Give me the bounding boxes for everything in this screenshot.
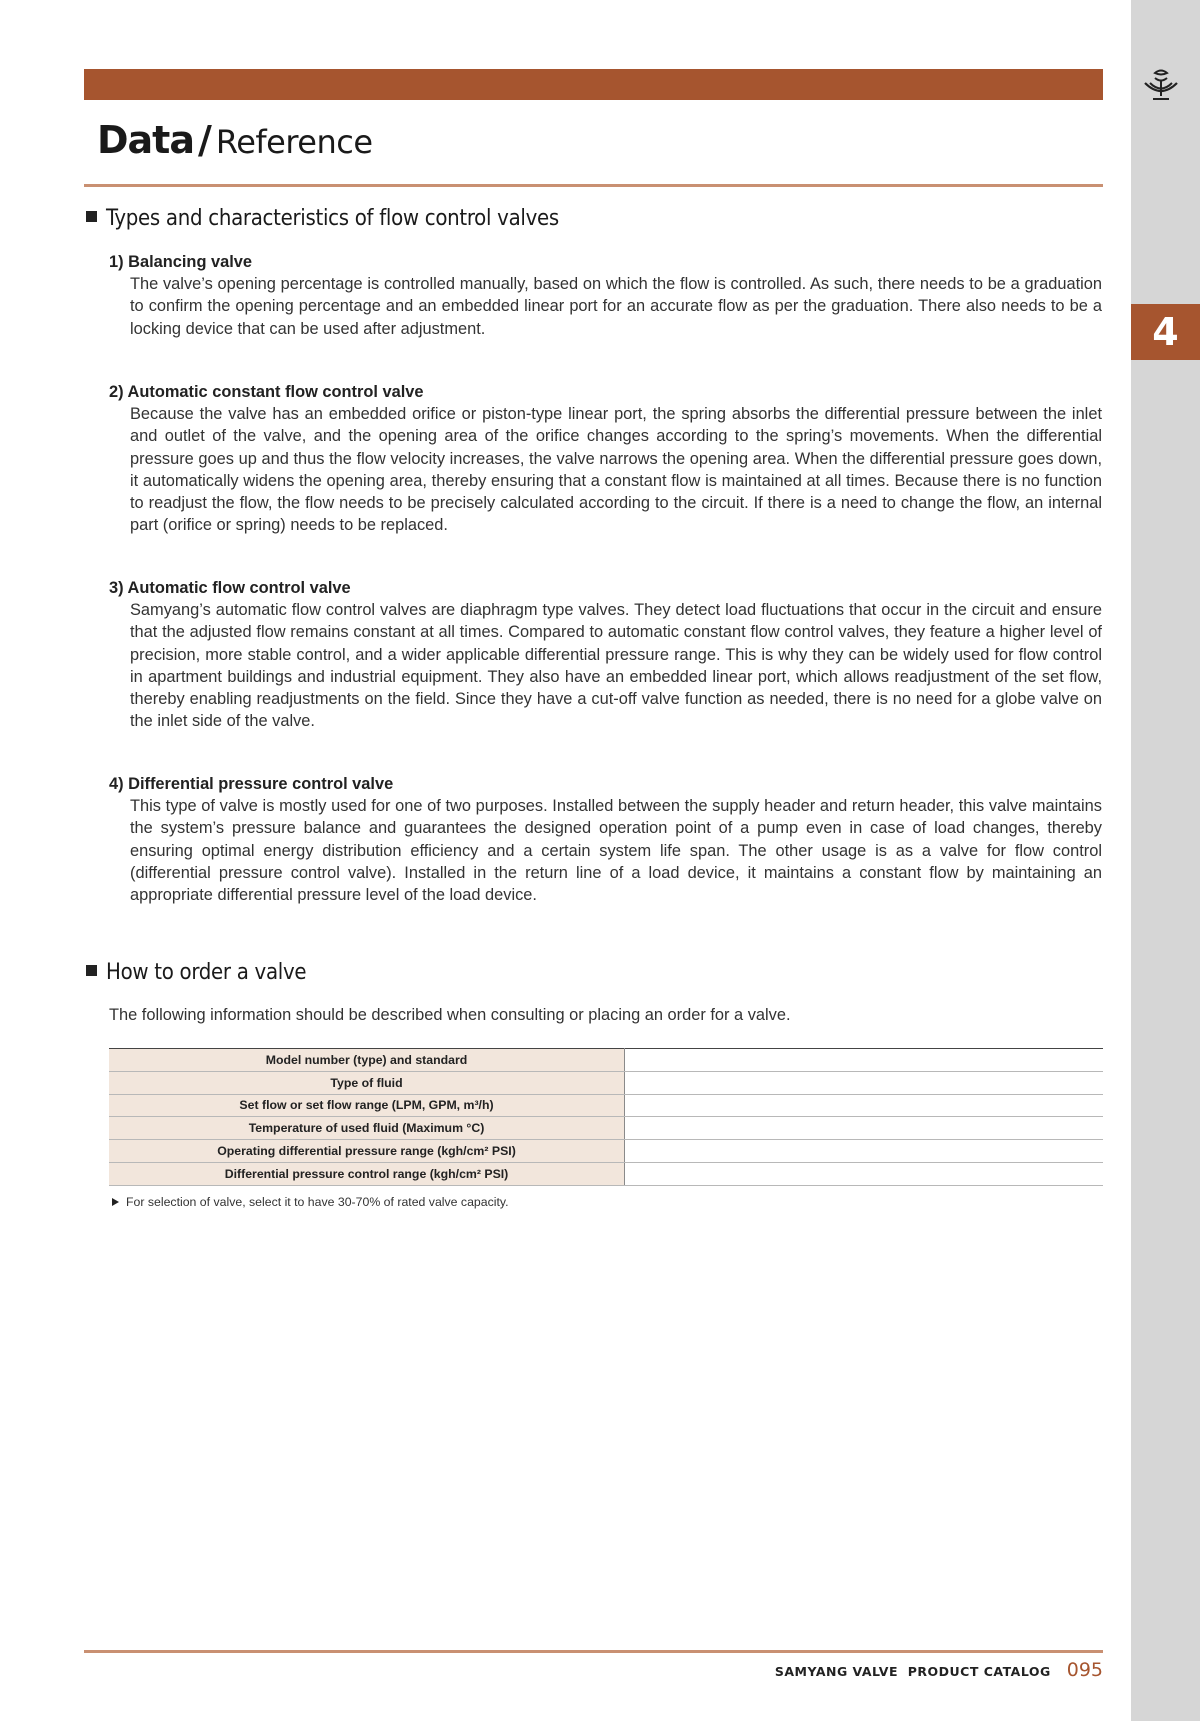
table-row <box>109 1049 1103 1072</box>
section-heading-types <box>86 206 559 231</box>
title-sub: Reference <box>215 123 373 161</box>
table-row-value[interactable] <box>625 1117 1104 1140</box>
page-number: 095 <box>1066 1659 1103 1681</box>
table-row-label: Model number (type) and standard <box>109 1049 625 1072</box>
selection-note <box>112 1195 509 1209</box>
table-row-label: Operating differential pressure range (kgh/cm² PSI) <box>109 1140 625 1163</box>
item-text: Because the valve has an embedded orifice or piston-type linear port, the spring absorbs the differential pressure between the inlet and outlet of the valve, and the opening area of the orifice changes according to the spring’s movements. When the differential pressure goes up and thus the flow velocity increases, the valve narrows the opening area. When the differential pressure goes down, it automatically widens the opening area, thereby ensuring that a constant flow is maintained at all times. Because there is no function to readjust the flow, the flow needs to be precisely calculated according to the circuit. If there is a need to change the flow, an internal part (orifice or spring) needs to be replaced. <box>130 405 1102 535</box>
table-row-value[interactable] <box>625 1071 1104 1094</box>
section-heading-order <box>86 960 306 985</box>
table-row <box>109 1140 1103 1163</box>
table-row-value[interactable] <box>625 1140 1104 1163</box>
item-title: 4) Differential pressure control valve <box>109 775 394 793</box>
item-title: 1) Balancing valve <box>109 253 253 271</box>
table-row-label: Type of fluid <box>109 1071 625 1094</box>
table-row-label: Set flow or set flow range (LPM, GPM, m³/h) <box>109 1094 625 1117</box>
square-bullet-icon <box>86 965 97 976</box>
square-bullet-icon <box>86 211 97 222</box>
list-item <box>109 251 1102 340</box>
table-row <box>109 1117 1103 1140</box>
section-heading-text: How to order a valve <box>106 960 307 985</box>
side-strip <box>1131 0 1200 1721</box>
list-item <box>109 381 1102 536</box>
order-info-table <box>109 1048 1103 1186</box>
table-row-value[interactable] <box>625 1049 1104 1072</box>
title-separator: / <box>198 118 212 162</box>
table-row-value[interactable] <box>625 1094 1104 1117</box>
title-main: Data <box>97 118 194 162</box>
table-row <box>109 1094 1103 1117</box>
triangle-bullet-icon <box>112 1198 119 1206</box>
item-text: Samyang’s automatic flow control valves are diaphragm type valves. They detect load fluctuations that occur in the circuit and ensure that the adjusted flow remains constant at all times. Compared to automatic constant flow control valves, they feature a higher level of precision, more stable control, and a wider applicable differential pressure range. This is why they can be widely used for flow control in apartment buildings and industrial equipment. They also have an embedded linear port, which allows readjustment of the set flow, thereby enabling readjustments on the field. Since they have a cut-off valve function as needed, there is no need for a globe valve on the inlet side of the valve. <box>130 601 1102 731</box>
table-row-value[interactable] <box>625 1162 1104 1185</box>
catalog-name: SAMYANG VALVE PRODUCT CATALOG <box>774 1664 1051 1679</box>
note-text: For selection of valve, select it to have 30-70% of rated valve capacity. <box>126 1195 509 1209</box>
footer-divider <box>84 1650 1103 1653</box>
item-text: The valve’s opening percentage is controlled manually, based on which the flow is controlled. As such, there needs to be a graduation to confirm the opening percentage and an embedded linear port for an accurate flow as per the graduation. There also needs to be a locking device that can be used after adjustment. <box>130 275 1102 338</box>
table-row <box>109 1162 1103 1185</box>
section-heading-text: Types and characteristics of flow control valves <box>106 206 559 231</box>
list-item <box>109 577 1102 732</box>
page-title <box>97 118 373 162</box>
item-text: This type of valve is mostly used for one of two purposes. Installed between the supply header and return header, this valve maintains the system’s pressure balance and guarantees the designed operation point of a pump even in case of load changes, thereby ensuring optimal energy distribution efficiency and a certain system life span. The other usage is as a valve for flow control (differential pressure control valve). Installed in the return line of a load device, it maintains a constant flow by maintaining an appropriate differential pressure level of the load device. <box>130 797 1102 905</box>
chapter-tab[interactable]: 4 <box>1131 304 1200 360</box>
item-title: 3) Automatic flow control valve <box>109 579 351 597</box>
item-title: 2) Automatic constant flow control valve <box>109 383 424 401</box>
samyang-logo-icon <box>1141 66 1181 106</box>
header-accent-bar <box>84 69 1103 100</box>
table-row <box>109 1071 1103 1094</box>
order-intro: The following information should be described when consulting or placing an order for a valve. <box>109 1006 791 1024</box>
page-footer <box>775 1659 1103 1681</box>
list-item <box>109 773 1102 906</box>
title-divider <box>84 184 1103 187</box>
table-row-label: Temperature of used fluid (Maximum °C) <box>109 1117 625 1140</box>
table-row-label: Differential pressure control range (kgh/cm² PSI) <box>109 1162 625 1185</box>
